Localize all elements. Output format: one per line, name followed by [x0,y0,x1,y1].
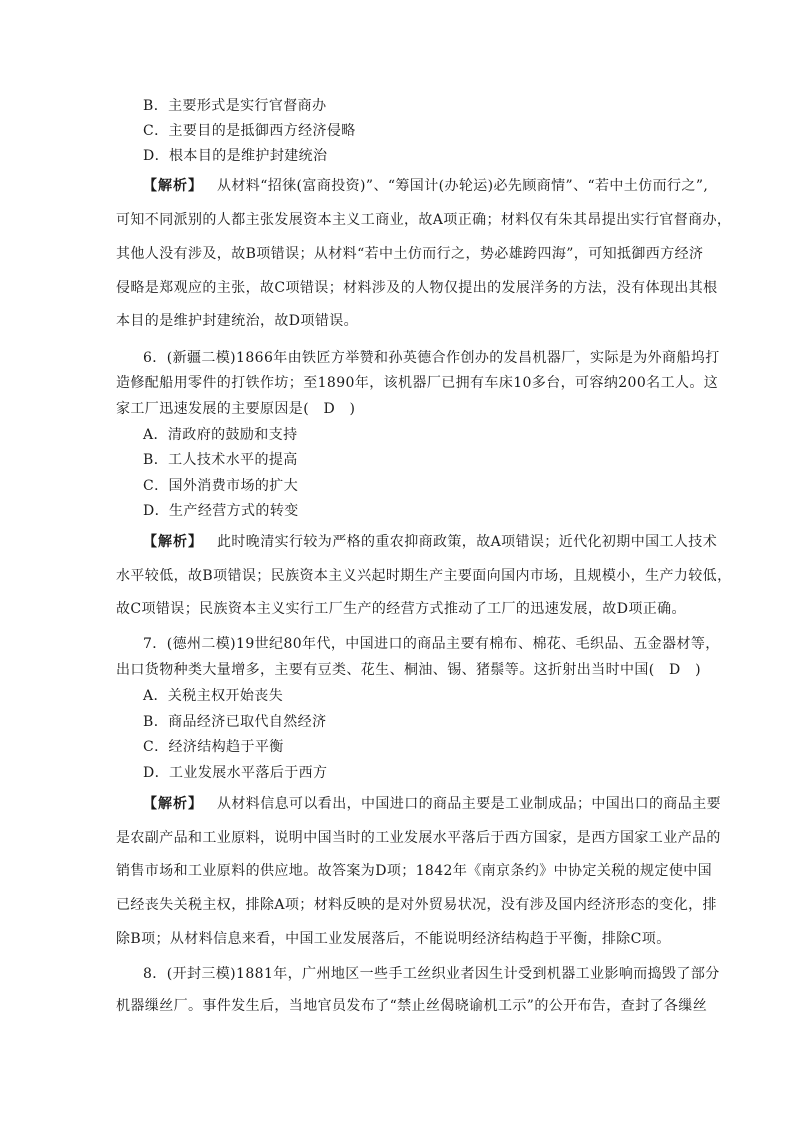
q5-option-d: D．根本目的是维护封建统治 [143,148,328,164]
q5-analysis-label: 【解析】 [143,178,203,194]
q7-analysis-line: 除B项；从材料信息来看，中国工业发展落后，不能说明经济结构趋于平衡，排除C项。 [116,931,671,947]
q5-analysis-line: 其他人没有涉及，故B项错误；从材料“若中土仿而行之，势必雄跨四海”，可知抵御西方经济 [116,246,704,262]
q6-option-a: A．清政府的鼓励和支持 [143,427,298,443]
q6-analysis-first-line [143,532,717,552]
q5-analysis-line: 本目的是维护封建统治，故D项错误。 [116,313,359,329]
q6-analysis-label: 【解析】 [143,534,203,550]
q7-analysis-label: 【解析】 [143,796,203,812]
q6-analysis-line: 水平较低，故B项错误；民族资本主义兴起时期生产主要面向国内市场，且规模小，生产力较低， [116,568,732,584]
q7-analysis-text: 从材料信息可以看出，中国进口的商品主要是工业制成品；中国出口的商品主要 [217,796,721,812]
q5-analysis-line: 侵略是郑观应的主张，故C项错误；材料涉及的人物仅提出的发展洋务的方法，没有体现出其根 [116,280,718,296]
q8-stem-line: 8．(开封三模)1881年，广州地区一些手工丝织业者因生计受到机器工业影响而捣毁了部分 [143,966,720,982]
q5-option-b: B．主要形式是实行官督商办 [143,98,327,114]
q7-analysis-first-line [143,794,721,814]
q8-stem-line: 机器缫丝厂。事件发生后，当地官员发布了“禁止丝偈晓谕机工示”的公开布告，查封了各缫丝 [116,998,708,1014]
q7-analysis-line: 销售市场和工业原料的供应地。故答案为D项；1842年《南京条约》中协定关税的规定使中国 [116,863,713,879]
q7-option-b: B．商品经济已取代自然经济 [143,714,327,730]
q6-option-b: B．工人技术水平的提高 [143,452,298,468]
q7-option-a: A．关税主权开始丧失 [143,688,284,704]
q5-option-c: C．主要目的是抵御西方经济侵略 [143,123,356,139]
q6-stem-line: 造修配船用零件的打铁作坊；至1890年，该机器厂已拥有车床10多台，可容纳200名工人。这 [116,375,719,391]
q5-analysis-text: 从材料“招徕(富商投资)”、“筹国计(办轮运)必先顾商情”、“若中土仿而行之”, [217,178,709,194]
q6-stem-line: 家工厂迅速发展的主要原因是( D ) [116,401,356,417]
q6-analysis-text: 此时晚清实行较为严格的重农抑商政策，故A项错误；近代化初期中国工人技术 [217,534,718,550]
q7-stem-line: 出口货物种类大量增多，主要有豆类、花生、桐油、锡、猪鬃等。这折射出当时中国( D ) [116,662,701,678]
q6-analysis-line: 故C项错误；民族资本主义实行工厂生产的经营方式推动了工厂的迅速发展，故D项正确。 [116,601,686,617]
q7-option-d: D．工业发展水平落后于西方 [143,765,328,781]
q7-option-c: C．经济结构趋于平衡 [143,739,284,755]
q5-analysis-first-line [143,176,708,196]
q6-stem-line: 6．(新疆二模)1866年由铁匠方举赞和孙英德合作创办的发昌机器厂，实际是为外商船坞打 [143,350,720,366]
q7-stem-line: 7．(德州二模)19世纪80年代，中国进口的商品主要有棉布、棉花、毛织品、五金器材等， [143,636,720,652]
q6-option-c: C．国外消费市场的扩大 [143,478,299,494]
q7-analysis-line: 是农副产品和工业原料，说明中国当时的工业发展水平落后于西方国家，是西方国家工业产品的 [116,830,721,846]
q6-option-d: D．生产经营方式的转变 [143,503,299,519]
q7-analysis-line: 已经丧失关税主权，排除A项；材料反映的是对外贸易状况，没有涉及国内经济形态的变化，排 [116,897,717,913]
q5-analysis-line: 可知不同派别的人都主张发展资本主义工商业，故A项正确；材料仅有朱其昂提出实行官督商办， [116,212,732,228]
